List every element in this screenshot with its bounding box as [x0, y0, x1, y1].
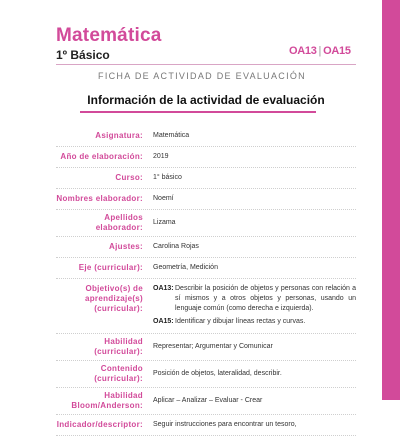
objective-item	[153, 317, 356, 327]
row-indicador	[56, 415, 356, 436]
field-label: Contenido (curricular):	[94, 364, 143, 383]
row-asignatura	[56, 126, 356, 147]
objective-code: OA15:	[153, 318, 174, 325]
row-contenido	[56, 361, 356, 388]
row-ajustes	[56, 237, 356, 258]
row-habilidad	[56, 334, 356, 361]
row-objetivos	[56, 279, 356, 334]
field-value: Carolina Rojas	[153, 243, 199, 250]
field-value: 1° básico	[153, 174, 182, 181]
side-accent-bar	[382, 0, 400, 400]
row-curso	[56, 168, 356, 189]
section-title-underline	[80, 111, 316, 113]
row-bloom	[56, 388, 356, 415]
field-label: Habilidad (curricular):	[94, 337, 143, 356]
objective-text: Identificar y dibujar líneas rectas y curvas.	[175, 318, 306, 325]
objective-text: Describir la posición de objetos y personas con relación a sí mismos y a otros objetos y personas, usando un lenguaje común (como derecha e izquierda).	[175, 285, 356, 312]
field-label: Asignatura:	[95, 131, 143, 140]
header-divider	[56, 64, 356, 65]
info-table	[56, 126, 356, 436]
field-value: Seguir instrucciones para encontrar un tesoro,	[153, 421, 297, 428]
grade-label: 1º Básico	[56, 48, 110, 62]
subject-title: Matemática	[56, 25, 162, 46]
oa-code-first: OA13	[289, 45, 317, 57]
field-label: Nombres elaborador:	[56, 194, 143, 203]
oa-separator: |	[318, 45, 322, 57]
document-type: FICHA DE ACTIVIDAD DE EVALUACIÓN	[98, 71, 306, 81]
field-value: 2019	[153, 153, 169, 160]
field-value: Aplicar – Analizar – Evaluar - Crear	[153, 397, 263, 404]
row-nombres	[56, 189, 356, 210]
field-label: Habilidad Bloom/Anderson:	[71, 391, 143, 410]
field-label: Apellidos elaborador:	[95, 213, 143, 232]
field-value: Geometría, Medición	[153, 264, 218, 271]
field-value: Representar; Argumentar y Comunicar	[153, 343, 273, 350]
objective-code: OA13:	[153, 285, 174, 292]
field-value: Matemática	[153, 132, 190, 139]
field-value: Lizama	[153, 219, 176, 226]
field-label: Curso:	[115, 173, 143, 182]
oa-codes	[289, 45, 351, 57]
field-value: Noemí	[153, 195, 174, 202]
section-title: Información de la actividad de evaluación	[87, 93, 325, 107]
field-label: Objetivo(s) de aprendizaje(s) (curricular):	[85, 284, 143, 313]
oa-code-second: OA15	[323, 45, 351, 57]
row-eje	[56, 258, 356, 279]
field-label: Eje (curricular):	[78, 263, 143, 272]
field-label: Ajustes:	[109, 242, 143, 251]
field-label: Indicador/descriptor:	[56, 420, 143, 429]
objectives-list	[147, 279, 356, 333]
row-apellidos	[56, 210, 356, 237]
row-anio	[56, 147, 356, 168]
field-label: Año de elaboración:	[60, 152, 143, 161]
objective-item	[153, 284, 356, 314]
field-value: Posición de objetos, lateralidad, describir.	[153, 370, 282, 377]
